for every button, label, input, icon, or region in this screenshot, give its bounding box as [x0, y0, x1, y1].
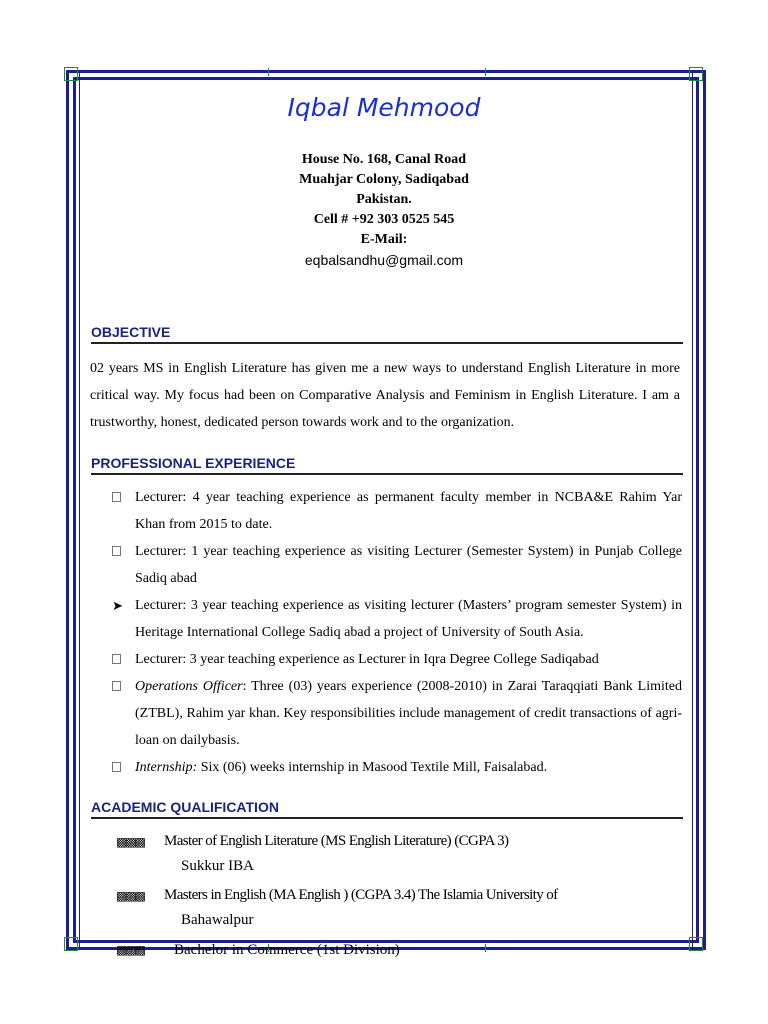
border-tick	[268, 68, 269, 76]
address-line: House No. 168, Canal Road	[301, 152, 467, 167]
book-icon: ▩▩▩	[116, 834, 145, 849]
email-label: E-Mail:	[360, 232, 408, 247]
phone-line: Cell # +92 303 0525 545	[313, 212, 455, 227]
experience-item	[112, 673, 682, 754]
checkbox-bullet-icon	[112, 762, 121, 772]
experience-item	[112, 754, 682, 781]
experience-list	[112, 484, 682, 781]
qualification-title: Masters in English (MA English ) (CGPA 3.4) The Islamia University of	[164, 887, 558, 903]
experience-text: Lecturer: 4 year teaching experience as permanent faculty member in NCBA&E Rahim Yar Khan from 2015 to date.	[135, 490, 682, 532]
experience-text: Six (06) weeks internship in Masood Textile Mill, Faisalabad.	[197, 760, 548, 775]
qualification-institution: Bahawalpur	[181, 911, 254, 928]
corner-mark-top-right	[689, 67, 703, 81]
qualification-item	[116, 883, 676, 932]
experience-text: Lecturer: 3 year teaching experience as visiting lecturer (Masters’ program semester System) in Heritage International College Sadiq abad a project of University of South Asia.	[135, 598, 682, 640]
experience-role: Internship:	[135, 760, 198, 775]
experience-item	[112, 484, 682, 538]
corner-mark-top-left	[64, 67, 78, 81]
border-tick	[485, 68, 486, 76]
experience-item	[112, 538, 682, 592]
address-line: Muahjar Colony, Sadiqabad	[299, 172, 469, 187]
address-block	[0, 150, 768, 250]
checkbox-bullet-icon	[112, 546, 121, 556]
objective-heading: OBJECTIVE	[91, 324, 683, 344]
experience-heading: PROFESSIONAL EXPERIENCE	[91, 455, 683, 475]
qualification-title: Master of English Literature (MS English Literature) (CGPA 3)	[164, 833, 509, 849]
qualification-item	[116, 829, 676, 878]
book-icon: ▩▩▩	[116, 888, 145, 903]
arrow-bullet-icon: ➤	[112, 598, 123, 613]
checkbox-bullet-icon	[112, 492, 121, 502]
qualification-item	[116, 938, 400, 958]
qualification-institution: Sukkur IBA	[181, 857, 254, 874]
objective-text: 02 years MS in English Literature has given me a new ways to understand English Literature in more critical way. My focus had been on Comparative Analysis and Feminism in English Literature. I am a trustworthy, honest, dedicated person towards work and to the organization.	[90, 361, 680, 430]
checkbox-bullet-icon	[112, 654, 121, 664]
checkbox-bullet-icon	[112, 681, 121, 691]
experience-text: : Three (03) years experience (2008-2010) in Zarai Taraqqiati Bank Limited (ZTBL), Rahim yar khan. Key responsibilities include management of credit transactions of agri-loan on dailybasis.	[135, 679, 683, 748]
applicant-name: Iqbal Mehmood	[287, 93, 481, 122]
book-icon: ▩▩▩	[116, 943, 145, 957]
experience-text: Lecturer: 3 year teaching experience as Lecturer in Iqra Degree College Sadiqabad	[135, 652, 599, 667]
qualification-title: Bachelor in Commerce (1st Division)	[174, 942, 400, 958]
experience-item	[112, 592, 682, 646]
address-line: Pakistan.	[356, 192, 412, 207]
page-cutoff	[0, 938, 768, 958]
experience-item	[112, 646, 682, 673]
experience-text: Lecturer: 1 year teaching experience as visiting Lecturer (Semester System) in Punjab College Sadiq abad	[135, 544, 682, 586]
experience-role: Operations Officer	[135, 679, 243, 694]
email-address: eqbalsandhu@gmail.com	[304, 252, 464, 268]
academic-heading: ACADEMIC QUALIFICATION	[91, 799, 683, 819]
